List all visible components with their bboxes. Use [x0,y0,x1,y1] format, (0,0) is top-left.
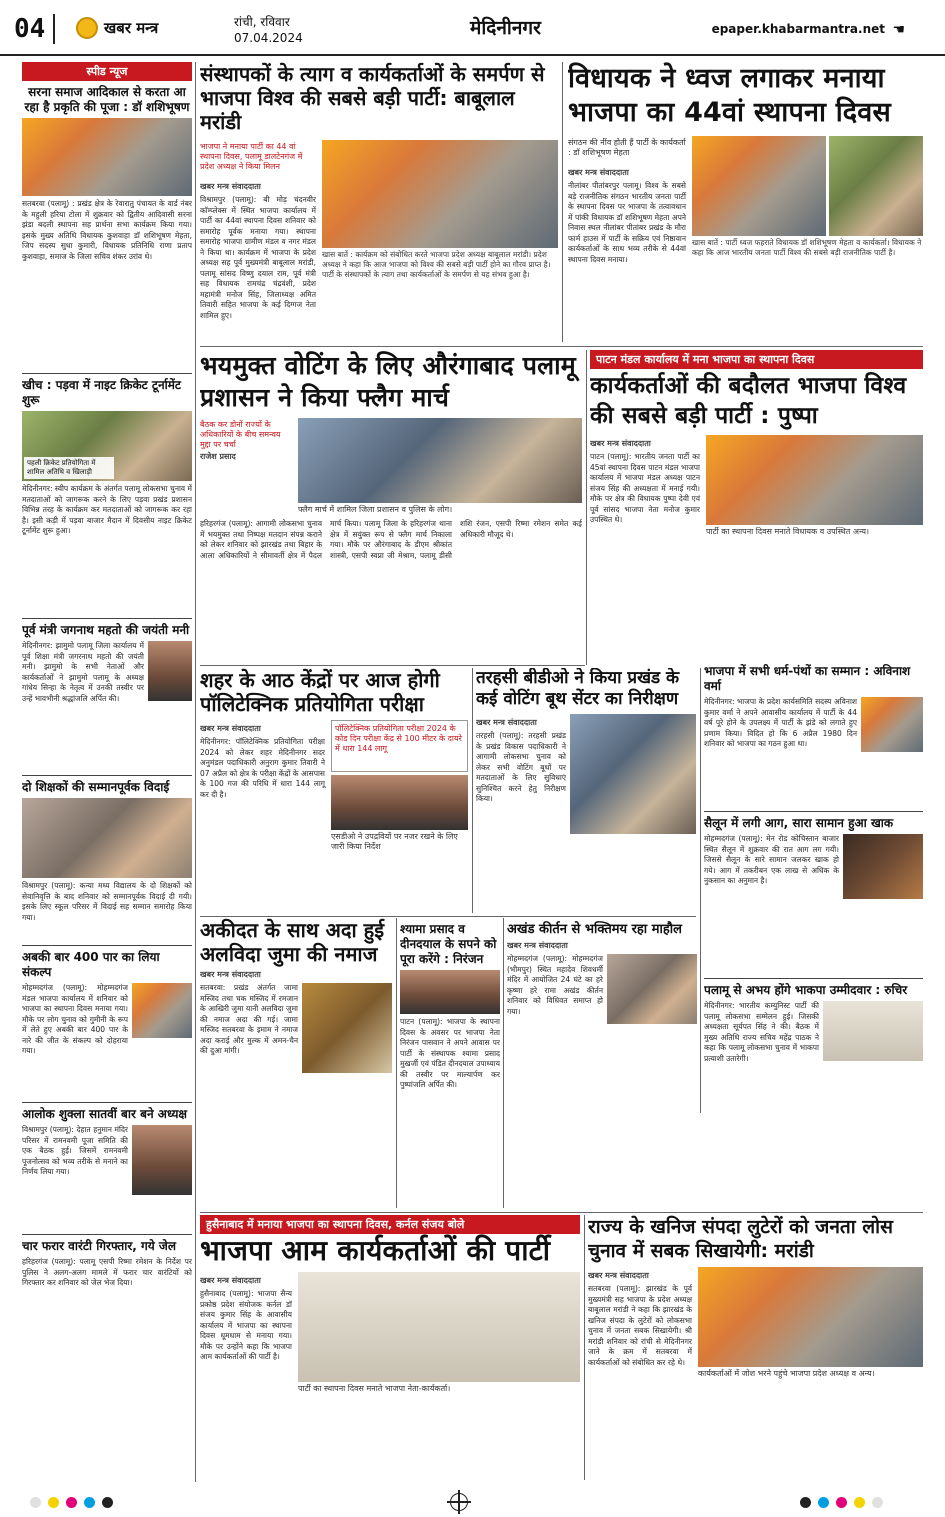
photo-caption: कार्यकर्ताओं में जोश भरने पहुंचे भाजपा प्रदेश अध्यक्ष व अन्य। [698,1369,875,1378]
headline: अकीदत के साथ अदा हुई अलविदा जुमा की नमाज [200,918,385,966]
bullet-text: भाजपा ने मनाया पार्टी का 44 वां स्थापना दिवस, पलामू डालटेनगंज में प्रदेश अध्यक्ष ने किया मिलन [200,142,303,171]
story-body: विश्रामपुर (पलामू): बी मोड़ चंदनवीर कॉम्प्लेक्स में स्थित भाजपा कार्यालय में पार्टी का 44वां स्थापना दिवस शनिवार को समारोह पूर्वक मनाया गया। स्थापना समारोह भाजपा ग्रामीण मंडल व नगर मंडल ने किया था। कार्यक्रम में भाजपा के प्रदेश अध्यक्ष सह पूर्व मुख्यमंत्री बाबूलाल मरांडी, पलामू सांसद विष्णु दयाल राम, पूर्व मंत्री सह विधायक रामचंद्र चंद्रवंशी, प्रदेश महामंत्री मनोज सिंह, जिलाध्यक्ष अमित तिवारी सहित भाजपा के कई दिग्गज नेता शामिल हुए। [200,195,316,320]
story-body: मेदिनीनगर: भाजपा के प्रदेश कार्यसमिति सदस्य अविनाश कुमार वर्मा ने अपने आवासीय कार्यालय में पार्टी के 44 वर्ष पूरे होने के उपलक्ष्य में पार्टी के झंडे को लगाते हुए प्रणाम किया। विदित हो कि 6 अप्रैल 1980 दिन शनिवार को भाजपा का गठन हुआ था। [704,697,857,748]
story-photo [148,641,192,701]
headline: कार्यकर्ताओं की बदौलत भाजपा विश्व की सबसे बड़ी पार्टी : पुष्पा [590,373,907,429]
brand [76,17,158,39]
story-headline: पूर्व मंत्री जगनाथ महतो की जयंती मनी [22,623,190,637]
story-headline: दो शिक्षकों की सम्मानपूर्वक विदाई [22,780,170,794]
story-body: विश्रामपुर (पलामू): देहात हनुमान मंदिर परिसर में रामनवमी पूजा समिति की एक बैठक हुई। जिसमें रामनवमी पूजनोत्सव को भव्य तरीके से मनाने का निर्णय लिया गया। [22,1125,128,1176]
left-column [22,62,192,1462]
story-body: पाटन (पलामू): भारतीय जनता पार्टी का 45वां स्थापना दिवस पाटन मंडल भाजपा कार्यालय में भाजपा मंडल अध्यक्ष पाटन संजय सिंह की अध्यक्षता में मनाई गयी। मौके पर क्षेत्र की विधायक पुष्पा देवी एवं पूर्व सांसद भाजपा नेता मनोज कुमार उपस्थित थे। [590,452,700,524]
story-photo [22,411,192,481]
story-body: हुसैनाबाद (पलामू): भाजपा सैन्य प्रकोष्ठ प्रदेश संयोजक कर्नल डॉ संजय कुमार सिंह के आवासीय कार्यालय में भाजपा का स्थापना दिवस धूमधाम से मनाया गया। मौके पर उन्होंने कहा कि भाजपा आम कार्यकर्ताओं की पार्टी है। [200,1289,292,1361]
pushpa-story [590,350,923,662]
date: 07.04.2024 [234,31,303,45]
story-body: सतबरवा: प्रखंड अंतर्गत जामा मस्जिद तथा चक मस्जिद में रमजान के आखिरी जुमा यानी अलविदा जुमा की नमाज अदा की गई। जामा मस्जिद सतबरवा के इमाम ने नमाज अदा कराई और मुल्क में अमन-चैन की दुआ मांगी। [200,983,298,1055]
brand-logo-icon [76,17,98,39]
kicker: पाटन मंडल कार्यालय में मना भाजपा का स्थापना दिवस [590,350,923,369]
dateline [234,14,303,46]
story-body: मोहम्मदगंज (पलामू): मोहम्मदगंज (भीमपुर) स्थित महादेव शिवधर्मी मंदिर में आयोजित 24 घंटे का हरे कृष्णा हरे रामा अखंड कीर्तन शनिवार को विधिवत समाप्त हो गया। [507,954,603,1016]
story-body: हरिहरगंज (पलामू): आगामी लोकसभा चुनाव में भयमुक्त तथा निष्पक्ष मतदान संपन्न कराने को लेकर शनिवार को झारखंड तथा बिहार के आला अधिकारियों ने सीमावर्ती क्षेत्र में पैदल मार्च किया। पलामू जिला के हरिहरगंज थाना क्षेत्र में सयुंक्त रूप से फ्लैग मार्च निकाला गया। मौके पर औरंगाबाद के डीएम श्रीकांत शास्त्री, एसपी स्वप्ना जी मेश्राम, पलामू डीसी शशि रंजन, एसपी रिष्मा रमेशन समेत कई अधिकारी मौजूद थे। [200,519,582,560]
story-photo [607,954,697,1024]
story-photo [698,1267,923,1367]
bullet-text: बैठक कर डोनों राज्यों के अधिकारियों के बीच समन्वय मुद्दा पर चर्चा [200,420,281,449]
story-photo [132,983,192,1038]
byline: खबर मन्त्र संवाददाता [476,718,537,727]
byline: खबर मन्त्र संवाददाता [590,439,651,448]
photo-caption: पार्टी का स्थापना दिवस मनाते विधायक व उपस्थित अन्य। [706,527,870,536]
portrait-photo [400,970,500,1014]
photo-caption: पहली क्रिकेट प्रतियोगिता में शामिल अतिथि व खिलाड़ी [24,457,114,479]
story-photo [823,1001,923,1061]
story-headline: सैलून में लगी आग, सारा सामान हुआ खाक [704,816,894,830]
story-headline: पलामू से अभय होंगे भाकपा उम्मीदवार : रुचिर [704,983,908,997]
story-photo [302,983,392,1073]
epaper-link[interactable]: epaper.khabarmantra.net [711,22,885,36]
marandi-story [200,62,558,352]
byline: खबर मन्त्र संवाददाता [588,1271,649,1280]
byline: खबर मन्त्र संवाददाता [568,168,629,177]
portrait-photo [331,775,468,830]
right-briefs [704,660,923,1110]
vidhayak-story [568,62,923,346]
story-body: पाटन (पलामू): भाजपा के स्थापना दिवस के अवसर पर भाजपा नेता निरंजन पासवान ने अपने आवास पर पार्टी के संस्थापक श्यामा प्रसाद मुखर्जी एवं पंडित दीनदयाल उपाध्याय की तस्वीर पर माल्यार्पण कर पुष्पांजलि अर्पित की। [400,1017,500,1089]
story-photo [22,798,192,878]
story-body: सतबरवा (पलामू): झारखंड के पूर्व मुख्यमंत्री सह भाजपा के प्रदेश अध्यक्ष बाबूलाल मरांडी ने कहा कि झारखंड के खनिज संपदा के लुटेरों को लोकसभा चुनाव में जनता सबक सिखायेगी। श्री मरांडी शनिवार को रांची से मेदिनीनगर जाने के क्रम में सतबरवा में कार्यकर्ताओं को संबोधित कर रहे थे। [588,1284,692,1367]
headline: संस्थापकों के त्याग व कार्यकर्ताओं के समर्पण से भाजपा विश्व की सबसे बड़ी पार्टी: बाबूलाल मरांडी [200,62,545,134]
photo-caption: खास बातें : कार्यक्रम को संबोधित करते भाजपा प्रदेश अध्यक्ष बाबूलाल मरांडी। प्रदेश अध्यक्ष ने कहा कि आज भाजपा को विश्व की सबसे बड़ी पार्टी होने का गौरव प्राप्त है। पार्टी के संस्थापकों के त्याग तथा कार्यकर्ताओं के समर्पण से यह संभव हुआ है। [322,250,551,279]
brand-name: खबर मन्त्र [104,19,159,37]
story-photo [861,697,923,752]
registration-mark-icon [450,1493,468,1511]
story-body: नीलांबर पीतांबरपुर पलामू। विश्व के सबसे बड़े राजनीतिक संगठन भारतीय जनता पार्टी के स्थापना दिवस पर भाजपा के तत्वावधान में पांकी विधायक डॉ शशिभूषण मेहता अपने निवास स्थल नीलांबर पीतांबर प्रखंड के मौरा फार्म हाउस में पार्टी के सक्रिय एवं निष्ठावान कार्यकर्ताओं के साथ भव्य तरीके से 44वां स्थापना दिवस मनाया। [568,181,686,264]
story-photo [692,136,826,236]
headline: विधायक ने ध्वज लगाकर मनाया भाजपा का 44वां स्थापना दिवस [568,63,891,128]
story-body: मेदिनीनगर: झामुमो पलामू जिला कार्यालय में पूर्व शिक्षा मंत्री जगरनाथ महतो की जयंती मनी। झामुमो के सभी नेताओं और कार्यकर्ताओं ने झामुमो पलामू के अध्यक्ष गांधेय सिन्हा के नेतृत्व में उनकी तस्वीर पर उन्हें भावभीनी श्रद्धांजलि अर्पित की। [22,641,144,703]
story-body: मोहम्मदगंज (पलामू): मेन रोड कोचिस्तान बाजार स्थित सैलून में शुक्रवार की रात आग लग गयी। जिससे सैलून के सारे सामान जलकर खाक हो गये। आग में तकरीबन एक लाख से अधिक के नुकसान का अनुमान है। [704,834,839,885]
story-headline: अबकी बार 400 पार का लिया संकल्प [22,950,160,979]
kicker: हुसैनाबाद में मनाया भाजपा का स्थापना दिवस, कर्नल संजय बोले [200,1215,580,1234]
story-photo [22,118,192,196]
headline: तरहसी बीडीओ ने किया प्रखंड के कई वोटिंग बूथ सेंटर का निरीक्षण [476,668,680,709]
edition-name: मेदिनीनगर [470,17,541,39]
story-body: मेदिनीनगर: भारतीय कम्युनिस्ट पार्टी की पलामू लोकसभा सम्मेलन हुई। जिसकी अध्यक्षता सूर्यपत सिंह ने की। बैठक में मुख्य अतिथि राज्य सचिव महेंद्र पाठक ने कहा कि पलामू लोकसभा चुनाव में भाकपा प्रत्याशी उतारेगी। [704,1001,819,1063]
page-number: 04 [14,14,55,44]
kirtan-story [507,918,697,1208]
story-body: हरिहरगंज (पलामू): पलामू एसपी रिष्मा रमेशन के निर्देश पर पुलिस ने अलग-अलग मामले में फरार चार वारंटियों को गिरफ्तार कर शनिवार को जेल भेज दिया। [22,1257,192,1287]
byline: खबर मन्त्र संवाददाता [200,182,261,191]
byline: खबर मन्त्र संवाददाता [507,941,568,950]
speed-news-label: स्पीड न्यूज [22,62,192,81]
story-headline: सरना समाज आदिकाल से करता आ रहा है प्रकृति की पूजा : डॉ शशिभूषण [24,85,190,114]
headline: भयमुक्त वोटिंग के लिए औरंगाबाद पलामू प्रशासन ने किया फ्लैग मार्च [200,351,576,412]
place-day: रांची, रविवार [234,15,290,29]
story-body: मेदिनीनगर: पॉलिटेक्निक प्रतियोगिता परीक्षा 2024 को लेकर शहर मेदिनीनगर सदर अनुमंडल पदाधिकारी अनुराग कुमार तिवारी ने 07 अप्रैल को क्षेत्र के परीक्षा केंद्रों के आसपास के 100 गज की परिधि में धारा 144 लागू कर दी है। [200,737,325,799]
byline: खबर मन्त्र संवाददाता [200,1276,261,1285]
story-photo [298,418,582,503]
headline: श्यामा प्रसाद व दीनदयाल के सपने को पूरा करेंगे : निरंजन [400,922,497,966]
bullet-text: पॉलिटेक्निक प्रतियोगिता परीक्षा 2024 के कोड दिन परीक्षा केंद्र से 100 मीटर के दायरे में धारा 144 लागू [331,720,468,772]
headline: राज्य के खनिज संपदा लुटेरों को जनता लोस चुनाव में सबक सिखायेगी: मरांडी [588,1216,893,1262]
story-photo [132,1125,192,1195]
marandi-lutere-story [588,1215,923,1480]
masthead [0,0,945,56]
flag-march-story [200,350,582,662]
cursor-hand-icon: ☚ [892,22,905,38]
story-headline: आलोक शुक्ला सातवीं बार बने अध्यक्ष [22,1107,188,1121]
photo-caption: खास बातें : पार्टी ध्वज फहराते विधायक डॉ शशिभूषण मेहता व कार्यकर्ता। विधायक ने कहा कि आज भारतीय जनता पार्टी विश्व की सबसे बड़ी राजनीतिक पार्टी है। [692,238,922,257]
bullet-text: संगठन की नींव होती हैं पार्टी के कार्यकर्ता : डॉ शशिभूषण मेहता [568,138,686,157]
photo-caption: पार्टी का स्थापना दिवस मनाते भाजपा नेता-कार्यकर्ता। [298,1384,451,1393]
byline: खबर मन्त्र संवाददाता [200,970,261,979]
headline: अखंड कीर्तन से भक्तिमय रहा माहौल [507,922,682,937]
story-photo [298,1272,580,1382]
photo-caption: एसडीओ ने उपद्रवियों पर नजर रखने के लिए जारी किया निर्देश [331,832,458,851]
story-photo [570,714,696,834]
story-photo [843,834,923,899]
juma-story [200,918,392,1208]
headline: शहर के आठ केंद्रों पर आज होगी पॉलिटेक्निक प्रतियोगिता परीक्षा [200,668,440,716]
bdo-story [476,668,696,913]
photo-caption: फ्लैग मार्च में शामिल जिला प्रशासन व पुलिस के लोग। [298,505,453,514]
story-photo [322,140,558,248]
story-body: सतबरवा (पलामू) : प्रखंड क्षेत्र के रेवारातु पंचायत के वार्ड नंबर के महुली हरिया टोला में शुक्रवार को द्वितीय आदिवासी सरना झंडा बदली स्थापना सह प्रार्थना सभा कार्यक्रम किया गया। इसके मुख्य अतिथि विधायक कुशवाहा डॉ शशिभूषण मेहता, जिप सदस्य सुधा कुमारी, विधायक प्रतिनिधि राणा प्रताप कुशवाहा, समाज के जिला सचिव शंकर उरांव थे। [22,199,192,261]
story-headline: चार फरार वारंटी गिरफ्तार, गये जेल [22,1239,176,1253]
story-headline: खीच : पड़वा में नाइट क्रिकेट टूर्नामेंट शुरू [22,378,181,407]
story-body: मोहम्मदगंज (पलामू): मोहम्मदगंज मंडल भाजपा कार्यालय में शनिवार को भाजपा का स्थापना दिवस मनाया गया। मौके पर लोग चुनाव को गुमीनी के रूप में लेते हुए अबकी बार 400 पार के नारे की जीत के संकल्प को दोहराया गया। [22,983,128,1055]
niranjan-story [400,918,500,1208]
headline: भाजपा आम कार्यकर्ताओं की पार्टी [200,1234,551,1267]
story-photo [706,435,923,525]
story-body: तरहसी (पलामू): तरहसी प्रखंड के प्रखंड विकास पदाधिकारी ने आगामी लोकसभा चुनाव को लेकर सभी वोटिंग बूथों पर मतदाताओं के लिए सुविधाएं सुनिश्चित करने हेतु निरीक्षण किया। [476,731,566,803]
story-body: मेदिनीनगर: स्वीप कार्यक्रम के अंतर्गत पलामू लोकसभा चुनाव में मतदाताओं को जागरूक करने के लिए पड़वा प्रखंड प्रशासन विभिन्न तरह के कार्यक्रम कर मतदाताओं को जागरूक कर रहा है। इसी कड़ी में पड़वा बाजार मैदान में दिवसीय नाइट क्रिकेट टूर्नामेंट शुरू हुआ। [22,484,192,535]
byline: राजेश प्रसाद [200,452,236,461]
story-photo [829,136,923,236]
print-registration-strip [0,1487,945,1517]
byline: खबर मन्त्र संवाददाता [200,724,261,733]
husainabad-story [200,1215,580,1480]
story-headline: भाजपा में सभी धर्म-पंथों का सम्मान : अविनाश वर्मा [704,664,911,693]
polytechnic-story [200,668,468,913]
story-body: विश्रामपुर (पलामू): कन्या मध्य विद्यालय के दो शिक्षकों को सेवानिवृत्ति के बाद शनिवार को सम्मानपूर्वक विदाई दी गयी। इसके लिए स्कूल परिसर में विदाई सह सम्मान समारोह किया गया। [22,881,192,922]
